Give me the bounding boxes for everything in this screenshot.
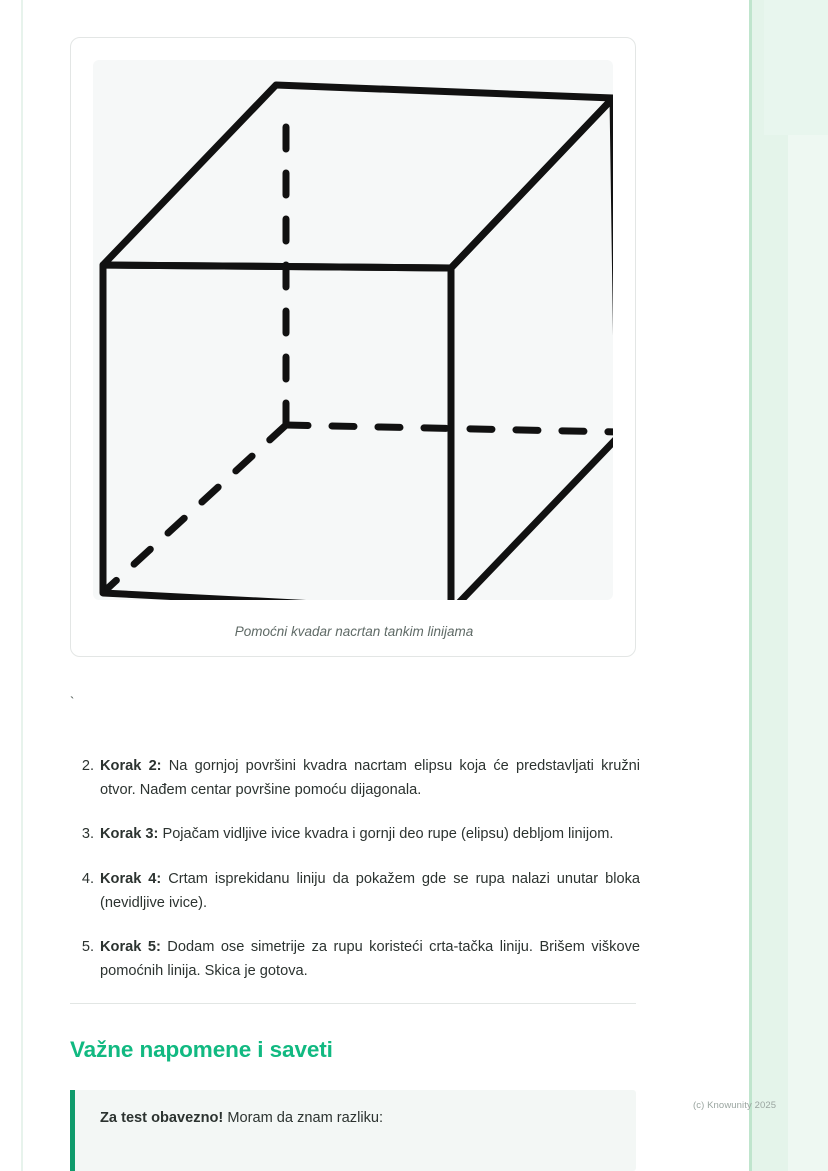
list-item [81,936,640,983]
list-item-number: 4. [81,870,94,887]
steps-list [70,755,640,1004]
right-margin-rule [749,0,752,1171]
list-item [81,823,640,847]
figure-image-area [93,60,613,600]
list-item-number: 2. [81,758,94,774]
figure-caption: Pomoćni kvadar nacrtan tankim linijama [234,624,474,639]
right-decorative-panel-inner [752,0,788,1171]
list-item [81,755,641,802]
stray-backtick: ` [70,694,75,709]
list-item-text: Crtam isprekidanu liniju da pokažem gde se rupa nalazi unutar bloka (nevidljive ivice). [100,870,640,911]
figure-card [70,37,636,657]
callout-body-text: Moram da znam razliku: [223,1110,384,1126]
callout-box [70,1090,636,1171]
list-item [81,868,640,915]
callout-content [100,1107,610,1130]
page-title: Važne napomene i saveti [70,1037,333,1062]
list-item-label: Korak 5: [100,939,161,956]
list-item-text: Na gornjoj površini kvadra nacrtam elipsu koja će predstavljati kružni otvor. Nađem centar površine pomoću dijagonala. [100,758,641,798]
callout-accent-bar [70,1090,75,1171]
list-item-number: 3. [81,826,94,843]
list-item-label: Korak 2: [100,758,162,774]
section-divider [70,1003,636,1004]
right-top-block [764,0,828,135]
cuboid-wireframe-sketch [93,60,613,600]
left-margin-rule [21,0,23,1171]
list-item-text: Pojačam vidljive ivice kvadra i gornji deo rupe (elipsu) debljom linijom. [158,826,614,843]
list-item-text: Dodam ose simetrije za rupu koristeći crta-tačka liniju. Brišem viškove pomoćnih linija. Skica je gotova. [100,939,640,979]
list-item-label: Korak 3: [100,826,159,843]
list-item-label: Korak 4: [100,870,162,887]
callout-label: Za test obavezno! [100,1110,224,1126]
list-item-number: 5. [81,939,94,956]
copyright-notice: (c) Knowunity 2025 [693,1100,777,1111]
